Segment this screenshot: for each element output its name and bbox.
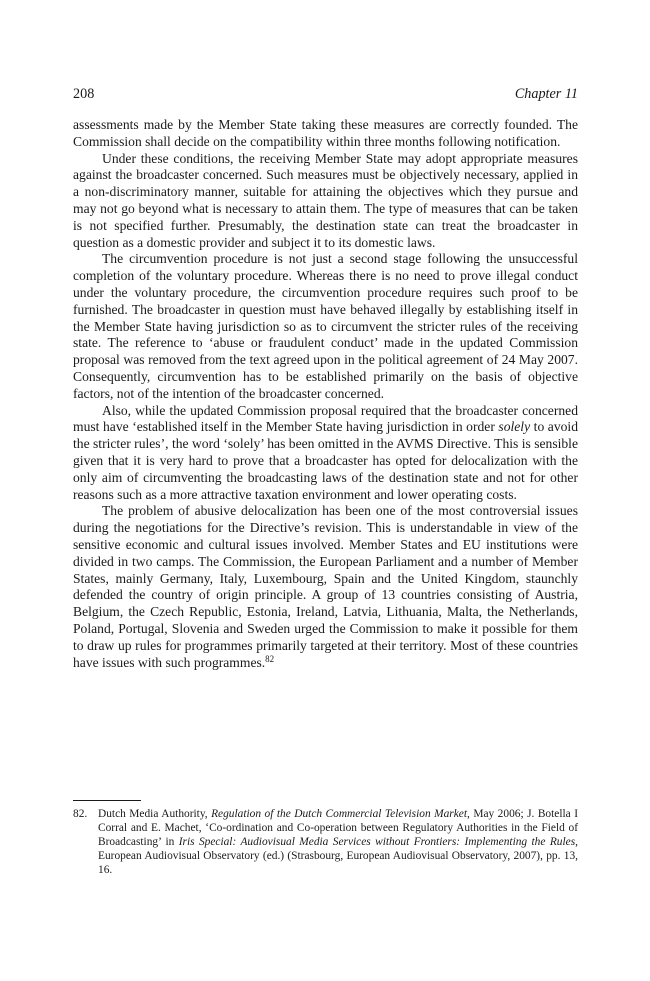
text-run: to avoid the stricter rules’, the word ‘solely’ has been omitted in the AVMS Directive. This is sensible given that it is very hard to prove that a broadcaster has opted for delocalization with the only aim of circumventing the broadcasting laws of the destination state and not for other reasons such as a more attractive taxation environment and lower operating costs. — [73, 419, 579, 502]
main-text — [73, 117, 578, 671]
running-header — [73, 86, 578, 106]
text-run: Dutch Media Authority, — [98, 808, 212, 820]
footnote-rule — [73, 800, 141, 801]
italic-text: solely — [498, 419, 531, 435]
page-body — [73, 86, 578, 671]
paragraph — [73, 117, 578, 151]
italic-text: Iris Special: Audiovisual Media Services without Frontiers: Implementing the Rules — [178, 836, 576, 848]
text-run: , May 2006; J. Botella I Corral and E. Machet, ‘Co-ordination and Co-operation between Regulatory Authorities in the Field of Broadcasting’ in — [98, 808, 578, 848]
page-number: 208 — [73, 86, 95, 102]
footnote-list — [73, 807, 578, 877]
text-run: The circumvention procedure is not just a second stage following the unsuccessful completion of the voluntary procedure. Whereas there is no need to prove illegal conduct under the voluntary procedure, the circumvention procedure requires such proof to be furnished. The broadcaster in question must have behaved illegally by establishing itself in the Member State having jurisdiction so as to circumvent the stricter rules of the receiving state. The reference to ‘abuse or fraudulent conduct’ made in the updated Commission proposal was removed from the text agreed upon in the political agreement of 24 May 2007. Consequently, circumvention has to be established primarily on the basis of objective factors, not of the intention of the broadcaster concerned. — [73, 251, 578, 401]
text-run: The problem of abusive delocalization has been one of the most controversial issues during the negotiations for the Directive’s revision. This is understandable in view of the sensitive economic and cultural issues involved. Member States and EU institutions were divided in two camps. The Commission, the European Parliament and a number of Member States, mainly Germany, Italy, Luxembourg, Spain and the United Kingdom, staunchly defended the country of origin principle. A group of 13 countries consisting of Austria, Belgium, the Czech Republic, Estonia, Ireland, Latvia, Lithuania, Malta, the Netherlands, Poland, Portugal, Slovenia and Sweden urged the Commission to make it possible for them to draw up rules for programmes primarily targeted at their territory. Most of these countries have issues with such programmes. — [73, 503, 578, 670]
paragraph — [73, 503, 578, 671]
footnote — [73, 807, 578, 877]
footnote-number: 82. — [73, 808, 88, 820]
italic-text: Regulation of the Dutch Commercial Television Market — [211, 808, 468, 820]
text-run: Also, while the updated Commission proposal required that the broadcaster concerned must have ‘established itself in the Member State having jurisdiction in order — [73, 402, 578, 435]
paragraph — [73, 151, 578, 252]
footnotes-section — [73, 800, 578, 877]
chapter-title: Chapter 11 — [514, 86, 578, 102]
footnote-text — [98, 807, 578, 877]
text-run: , European Audiovisual Observatory (ed.) (Strasbourg, European Audiovisual Observatory, 2007), pp. 13, 16. — [98, 836, 579, 876]
paragraph — [73, 251, 578, 402]
text-run: assessments made by the Member State taking these measures are correctly founded. The Commission shall decide on the compatibility within three months following notification. — [73, 117, 578, 149]
text-run: Under these conditions, the receiving Member State may adopt appropriate measures against the broadcaster concerned. Such measures must be objectively necessary, applied in a non-discriminatory manner, suitable for attaining the objectives which they pursue and may not go beyond what is necessary to attain them. The type of measures that can be taken is not specified further. Presumably, the destination state can treat the broadcaster in question as a domestic provider and subject it to its domestic laws. — [73, 150, 578, 250]
footnote-reference: 82 — [265, 653, 275, 664]
paragraph — [73, 403, 578, 504]
